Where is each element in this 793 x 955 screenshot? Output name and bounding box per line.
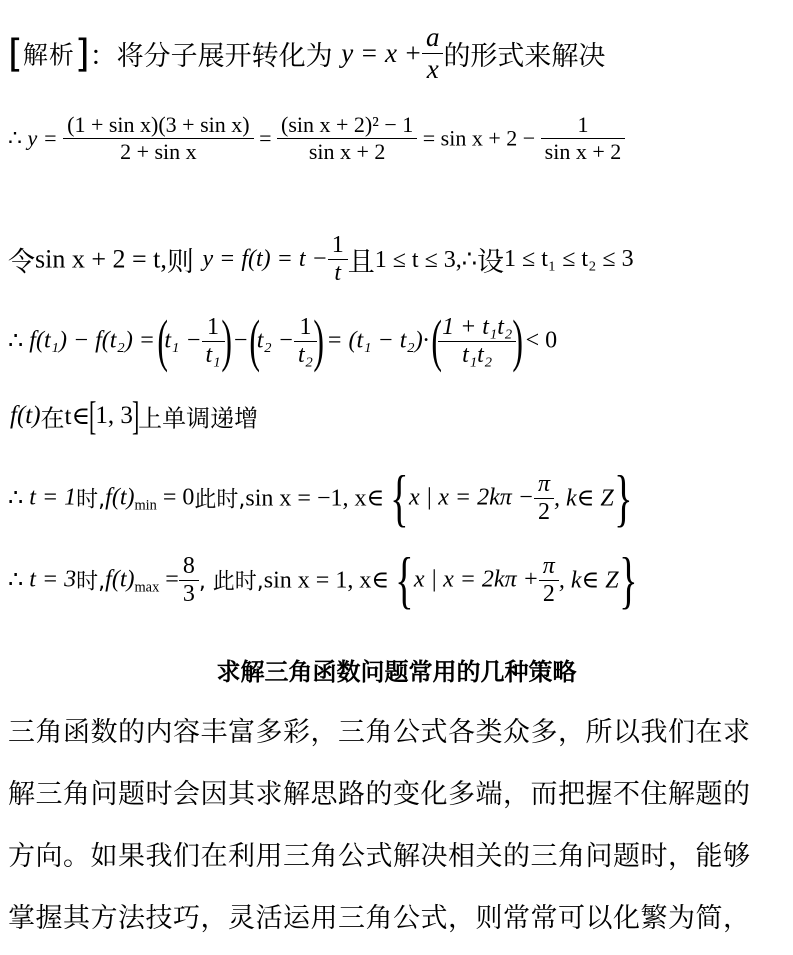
eq4-zai: 在 xyxy=(40,404,65,433)
eq2-substitution: sin x + 2 = t, xyxy=(35,244,167,274)
eq2-she: 设 xyxy=(477,247,505,278)
eq3-less-than: < 0 xyxy=(525,327,558,354)
eq1-frac1-den: 2 + sin x xyxy=(120,139,197,164)
eq6-val: = xyxy=(165,566,179,593)
eq5-sub-min: min xyxy=(134,497,157,514)
analysis-label: 解析 xyxy=(22,40,75,70)
eq5-fraction xyxy=(534,471,554,526)
paren-left: ( xyxy=(249,308,261,373)
eq1-equals: = xyxy=(259,125,272,151)
eq6-condition: sin x = 1, x∈ xyxy=(263,567,390,594)
eq5-condition: sin x = −1, x∈ xyxy=(245,485,385,512)
equation-2 xyxy=(8,232,793,287)
therefore-symbol: ∴ xyxy=(8,567,24,594)
eq6-set-a: x | x = 2kπ + xyxy=(413,566,539,593)
eq3-fraction-c xyxy=(438,314,516,369)
eq1-fraction-3 xyxy=(541,112,626,165)
eq6-cishi: , 此时, xyxy=(198,569,264,595)
eq2-qie: 且 xyxy=(347,247,375,278)
eq3-c-num: 1 + t₁t₂ xyxy=(438,314,516,342)
paragraph-line-2: 解三角问题时会因其求解思路的变化多端，而把握不住解题的 xyxy=(8,779,751,810)
brace-left: { xyxy=(395,544,414,615)
eq3-b-den: t₂ xyxy=(297,341,313,368)
eq1-lhs: y = xyxy=(27,125,58,151)
equation-5 xyxy=(8,462,793,533)
paren-right: ) xyxy=(512,308,524,373)
eq1-fraction-1 xyxy=(63,112,253,165)
analysis-text-before: 将分子展开转化为 xyxy=(116,41,333,72)
paren-left: ( xyxy=(431,308,442,373)
paren-right: ) xyxy=(220,308,232,373)
eq3-minus: − xyxy=(233,327,248,354)
equation-1 xyxy=(8,112,793,165)
therefore-symbol: ∴ xyxy=(8,328,24,355)
analysis-text-after: 的形式来解决 xyxy=(443,41,606,72)
eq5-frac-den: 2 xyxy=(537,498,550,525)
eq5-set-a: x | x = 2kπ − xyxy=(408,484,534,511)
eq3-b-num: 1 xyxy=(294,314,317,342)
eq1-frac2-den: sin x + 2 xyxy=(308,139,386,164)
eq3-c-den: t₁t₂ xyxy=(462,341,493,368)
eq2-ze: 则 xyxy=(166,247,194,278)
eq6-frac-num: 8 xyxy=(179,553,199,581)
eq5-f: f(t) xyxy=(105,484,135,511)
eq6-frac2-den: 2 xyxy=(542,580,555,607)
eq3-lhs: f(t₁) − f(t₂) = xyxy=(29,327,155,354)
eq2-frac-num: 1 xyxy=(328,232,348,260)
bracket-right: ] xyxy=(131,393,140,438)
eq6-frac-den: 3 xyxy=(182,580,195,607)
eq1-fraction-2 xyxy=(277,112,417,165)
eq3-a-t: t₁ − xyxy=(164,327,202,354)
eq3-b-t: t₂ − xyxy=(256,327,294,354)
eq6-fraction xyxy=(179,553,199,608)
paragraph-line-4: 掌握其方法技巧，灵活运用三角公式，则常常可以化繁为简， xyxy=(8,903,751,934)
brace-left: { xyxy=(390,462,409,533)
bracket-left: [ xyxy=(88,393,97,438)
analysis-colon: ： xyxy=(89,41,117,72)
equation-3 xyxy=(8,308,793,373)
paren-right: ) xyxy=(313,308,324,373)
eq6-set-b: , k∈ Z xyxy=(558,567,619,594)
analysis-formula-lhs: y = x + xyxy=(341,38,422,68)
eq1-frac1-num: (1 + sin x)(3 + sin x) xyxy=(63,112,253,139)
eq5-set-b: , k∈ Z xyxy=(553,485,614,512)
paragraph-line-3: 方向。如果我们在利用三角公式解决相关的三角问题时，能够 xyxy=(8,841,751,872)
analysis-fraction xyxy=(422,22,444,85)
equation-4 xyxy=(10,393,793,438)
brace-right: } xyxy=(618,544,638,615)
eq2-range: 1 ≤ t ≤ 3,∴ xyxy=(374,247,478,273)
therefore-symbol: ∴ xyxy=(8,125,22,151)
bracket-right: ] xyxy=(74,31,90,76)
eq4-shang: 上单调递增 xyxy=(138,404,259,433)
eq6-sub-max: max xyxy=(134,579,160,596)
eq6-frac2-num: π xyxy=(539,553,559,581)
eq1-frac3-num: 1 xyxy=(541,112,626,139)
eq2-fraction xyxy=(328,232,348,287)
eq5-frac-num: π xyxy=(534,471,554,499)
equation-6 xyxy=(8,544,793,615)
therefore-symbol: ∴ xyxy=(8,485,24,512)
analysis-frac-num: a xyxy=(422,22,444,54)
eq4-f: f(t) xyxy=(10,402,41,429)
eq2-frac-den: t xyxy=(334,260,342,286)
eq2-range2: 1 ≤ t₁ ≤ t₂ ≤ 3 xyxy=(504,246,634,272)
eq2-ling: 令 xyxy=(8,247,35,278)
eq5-cishi: 此时, xyxy=(194,487,246,513)
eq3-a-num: 1 xyxy=(202,314,225,342)
eq1-frac2-num: (sin x + 2)² − 1 xyxy=(277,112,417,139)
eq5-shi: 时, xyxy=(76,487,106,513)
paragraph-line-1: 三角函数的内容丰富多彩，三角公式各类众多，所以我们在求 xyxy=(8,717,751,748)
eq6-t-val: t = 3 xyxy=(29,566,77,593)
eq5-t-val: t = 1 xyxy=(29,484,77,511)
eq6-f: f(t) xyxy=(105,566,135,593)
eq1-mid: = sin x + 2 − xyxy=(422,125,536,151)
eq4-t-in: t∈ xyxy=(64,403,90,430)
eq2-y-def: y = f(t) = t − xyxy=(202,246,328,272)
eq3-product: = (t₁ − t₂)· xyxy=(326,327,429,354)
eq4-interval: 1, 3 xyxy=(95,402,133,429)
analysis-frac-den: x xyxy=(426,54,439,84)
section-heading: 求解三角函数问题常用的几种策略 xyxy=(216,658,577,686)
paren-left: ( xyxy=(157,308,168,373)
eq3-a-den: t₁ xyxy=(205,341,221,368)
eq5-val: = 0 xyxy=(162,484,195,511)
bracket-left: [ xyxy=(8,31,23,76)
eq6-shi: 时, xyxy=(76,569,106,595)
analysis-line xyxy=(8,22,793,85)
eq1-frac3-den: sin x + 2 xyxy=(544,139,622,164)
brace-right: } xyxy=(613,462,633,533)
eq6-fraction-2 xyxy=(539,553,559,608)
